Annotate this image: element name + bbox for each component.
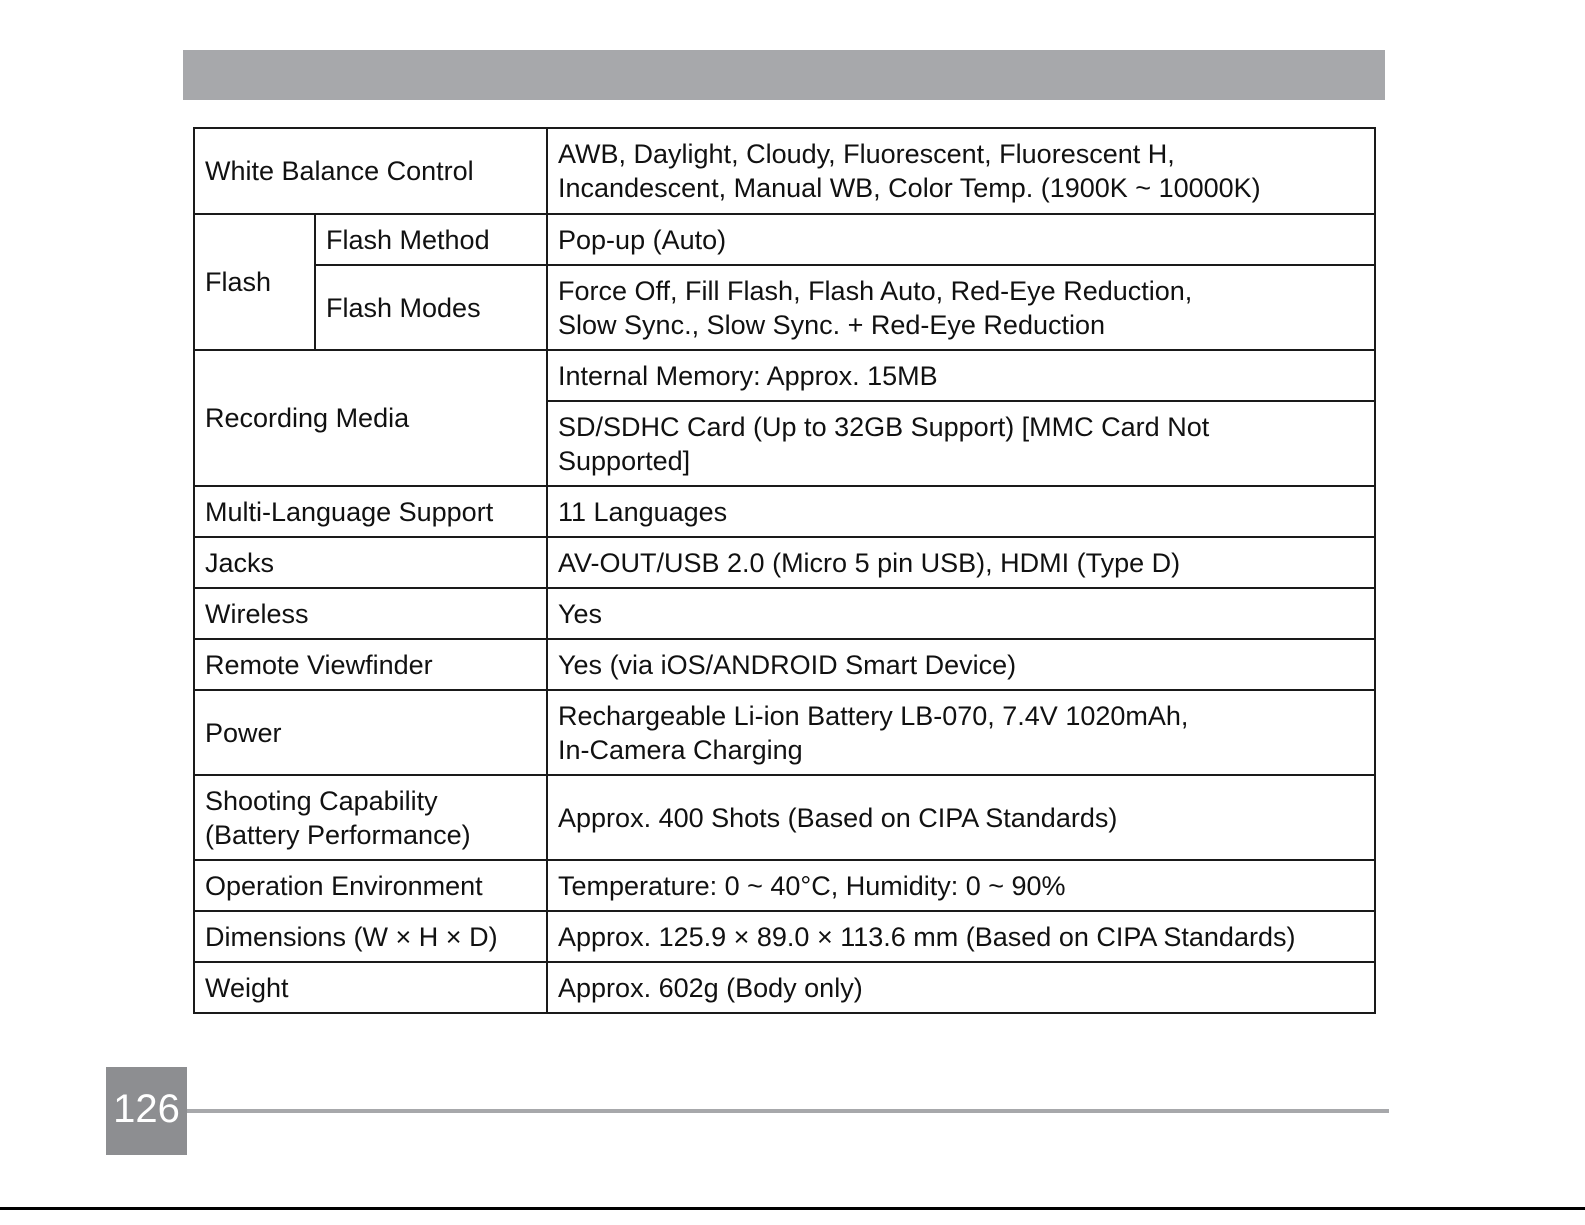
table-row-weight (194, 962, 1375, 1013)
spec-sublabel: Flash Modes (315, 265, 547, 350)
table-row-jacks (194, 537, 1375, 588)
footer-divider (187, 1109, 1389, 1113)
spec-label: Flash (194, 214, 315, 350)
page-bottom-edge (0, 1207, 1585, 1210)
spec-label: Shooting Capability (Battery Performance) (194, 775, 547, 860)
spec-value: Internal Memory: Approx. 15MB (547, 350, 1375, 401)
spec-value: Yes (via iOS/ANDROID Smart Device) (547, 639, 1375, 690)
table-row-white-balance (194, 128, 1375, 214)
spec-value: Force Off, Fill Flash, Flash Auto, Red-Eye Reduction, Slow Sync., Slow Sync. + Red-Eye Reduction (547, 265, 1375, 350)
table-row-remote-viewfinder (194, 639, 1375, 690)
spec-label: Wireless (194, 588, 547, 639)
spec-label: Operation Environment (194, 860, 547, 911)
spec-value: 11 Languages (547, 486, 1375, 537)
spec-label: Recording Media (194, 350, 547, 486)
spec-value: Approx. 125.9 × 89.0 × 113.6 mm (Based on CIPA Standards) (547, 911, 1375, 962)
table-row-wireless (194, 588, 1375, 639)
table-row-environment (194, 860, 1375, 911)
table-row-power (194, 690, 1375, 775)
spec-table (193, 127, 1376, 1014)
spec-value: AWB, Daylight, Cloudy, Fluorescent, Fluorescent H, Incandescent, Manual WB, Color Temp. (1900K ~ 10000K) (547, 128, 1375, 214)
spec-label: Remote Viewfinder (194, 639, 547, 690)
page-number: 126 (106, 1067, 187, 1155)
spec-sublabel: Flash Method (315, 214, 547, 265)
table-row-dimensions (194, 911, 1375, 962)
table-row-language (194, 486, 1375, 537)
spec-label: Multi-Language Support (194, 486, 547, 537)
header-bar (183, 50, 1385, 100)
spec-label: Weight (194, 962, 547, 1013)
table-row-internal-memory (194, 350, 1375, 401)
table-row-flash-modes (194, 265, 1375, 350)
spec-label: Dimensions (W × H × D) (194, 911, 547, 962)
spec-value: Pop-up (Auto) (547, 214, 1375, 265)
spec-label: Jacks (194, 537, 547, 588)
spec-value: AV-OUT/USB 2.0 (Micro 5 pin USB), HDMI (Type D) (547, 537, 1375, 588)
spec-value: Temperature: 0 ~ 40°C, Humidity: 0 ~ 90% (547, 860, 1375, 911)
spec-label: White Balance Control (194, 128, 547, 214)
spec-label: Power (194, 690, 547, 775)
spec-value: Approx. 400 Shots (Based on CIPA Standards) (547, 775, 1375, 860)
table-row-flash-method (194, 214, 1375, 265)
spec-value: Approx. 602g (Body only) (547, 962, 1375, 1013)
spec-value: Yes (547, 588, 1375, 639)
table-row-shooting-capability (194, 775, 1375, 860)
spec-value: SD/SDHC Card (Up to 32GB Support) [MMC Card Not Supported] (547, 401, 1375, 486)
spec-value: Rechargeable Li-ion Battery LB-070, 7.4V 1020mAh, In-Camera Charging (547, 690, 1375, 775)
